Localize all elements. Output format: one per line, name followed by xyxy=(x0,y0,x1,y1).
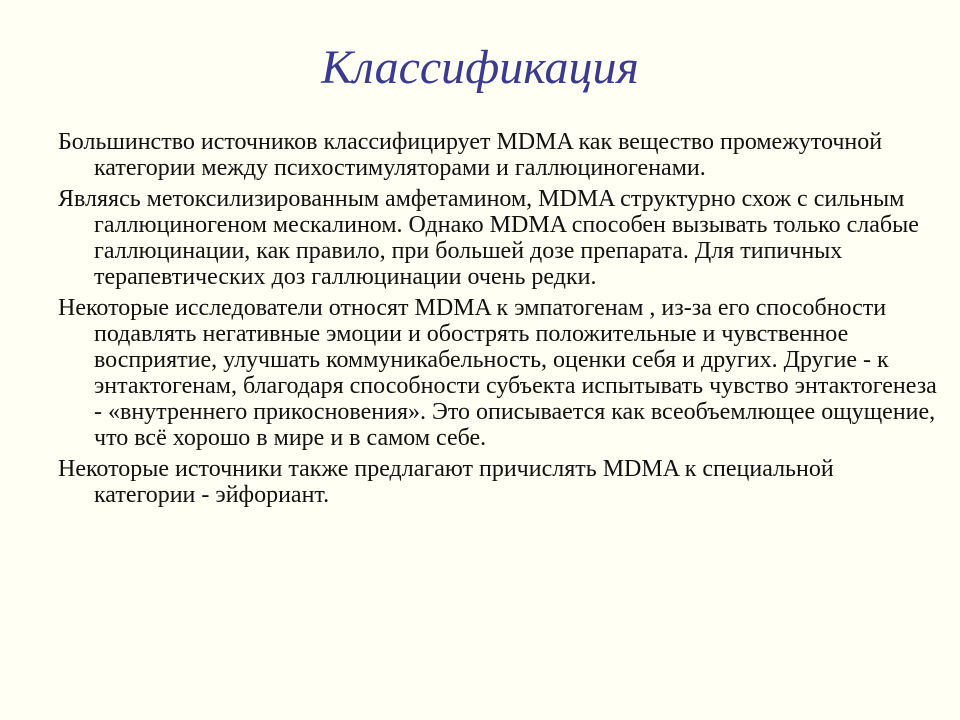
paragraph-4: Некоторые источники также предлагают причислять MDMA к специальной категории - эйфориант. xyxy=(58,456,834,508)
paragraph-2: Являясь метоксилизированным амфетамином, MDMA структурно схож с сильным галлюциногеном мескалином. Однако MDMA способен вызывать только слабые галлюцинации, как правило, при большей дозе препарата. Для типичных терапевтических доз галлюцинации очень редки. xyxy=(58,186,919,290)
paragraph-1: Большинство источников классифицирует MDMA как вещество промежуточной категории между психостимуляторами и галлюциногенами. xyxy=(58,129,883,181)
slide-title: Классификация xyxy=(321,41,639,94)
paragraph-3: Некоторые исследователи относят MDMA к эмпатогенам , из-за его способности подавлять негативные эмоции и обострять положительные и чувственное восприятие, улучшать коммуникабельность, оценки себя и других. Другие - к энтактогенам, благодаря способности субъекта испытывать чувство энтактогенеза - «внутреннего прикосновения». Это описывается как всеобъемлющее ощущение, что всё хорошо в мире и в самом себе. xyxy=(58,295,937,451)
slide-body xyxy=(58,129,938,513)
